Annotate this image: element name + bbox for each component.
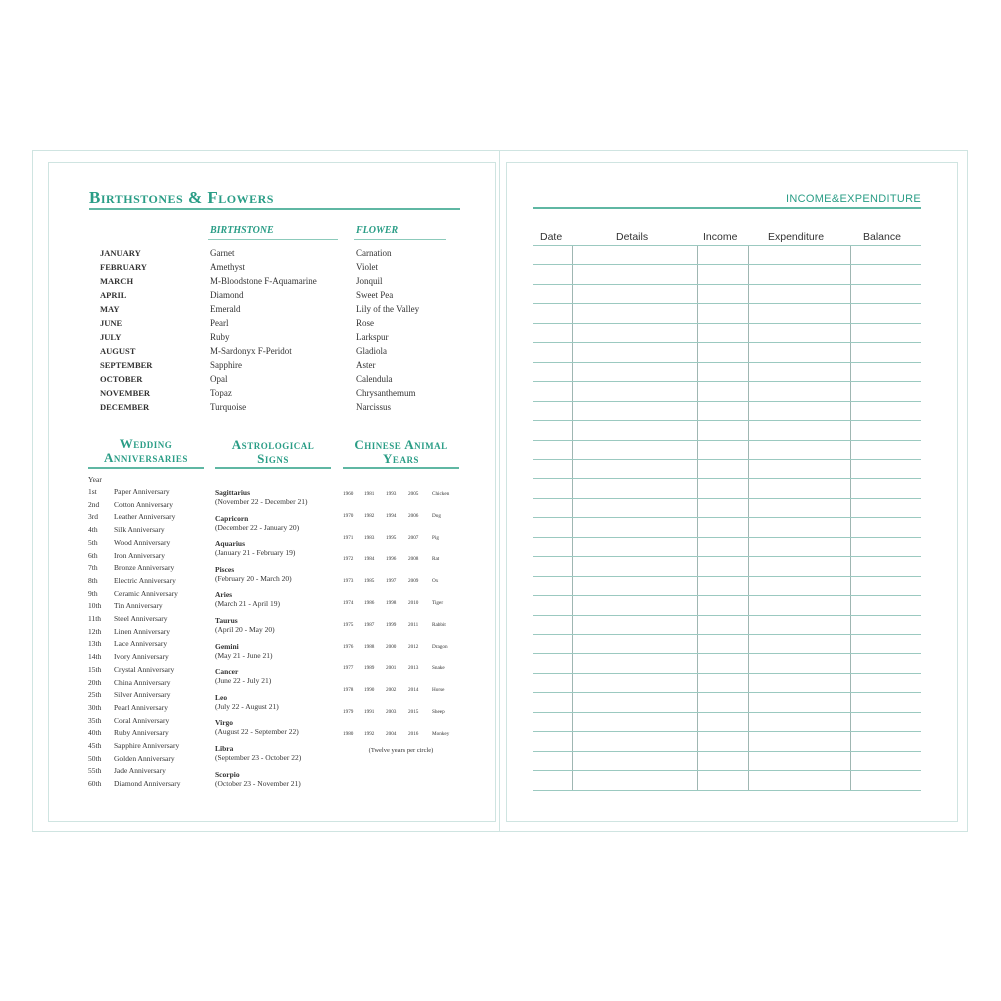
birthstone-name: M-Sardonyx F-Peridot	[210, 346, 292, 356]
zodiac-sign-dates: (June 22 - July 21)	[215, 676, 272, 686]
ledger-row-line	[533, 517, 921, 518]
month-name: MAY	[100, 304, 120, 314]
anniversary-name: Leather Anniversary	[114, 512, 176, 522]
birthstone-name: Topaz	[210, 388, 232, 398]
animal-year: 1984	[364, 556, 375, 563]
ledger-column-header: Expenditure	[768, 231, 825, 243]
zodiac-sign-dates: (November 22 - December 21)	[215, 497, 308, 506]
zodiac-sign	[215, 642, 333, 660]
animal-name: Snake	[432, 665, 445, 672]
wedding-title-line2: Anniversaries	[104, 450, 188, 465]
income-expenditure-rule	[533, 207, 921, 209]
ledger-row-line	[533, 362, 921, 363]
ledger-row-line	[533, 751, 921, 752]
birthstone-row	[100, 372, 460, 386]
flower-name: Larkspur	[356, 332, 389, 342]
ledger-row-line	[533, 440, 921, 441]
animal-year: 1979	[343, 709, 354, 715]
ledger-row-line	[533, 303, 921, 304]
anniversary-name: Paper Anniversary	[114, 487, 170, 496]
ledger-row-line	[533, 264, 921, 265]
ledger-row-line	[533, 342, 921, 343]
zodiac-sign	[215, 488, 333, 506]
ledger-row-line	[533, 420, 921, 421]
zodiac-sign	[215, 514, 333, 532]
anniversary-year: 55th	[88, 766, 102, 776]
ledger-row-line	[533, 284, 921, 285]
animal-year: 1971	[343, 534, 354, 541]
ledger-row-line	[533, 556, 921, 557]
birthstone-row	[100, 386, 460, 400]
flower-name: Rose	[356, 318, 374, 328]
chinese-year-row	[343, 598, 459, 608]
animal-year: 2005	[408, 491, 419, 497]
animal-year: 2007	[408, 534, 419, 541]
anniversary-name: Silver Anniversary	[114, 690, 171, 700]
animal-year: 1972	[343, 556, 354, 563]
ledger-row-line	[533, 595, 921, 596]
birthstone-name: Sapphire	[210, 360, 242, 370]
month-name: FEBRUARY	[100, 262, 147, 272]
chinese-year-row	[343, 642, 459, 652]
anniversary-year: 7th	[88, 563, 98, 573]
ledger-column-header: Details	[616, 231, 649, 243]
animal-year: 1975	[343, 621, 354, 628]
anniversary-year: 45th	[88, 741, 102, 750]
chinese-year-row	[343, 511, 459, 521]
anniversary-row	[88, 740, 208, 753]
animal-year: 1980	[343, 730, 354, 737]
zodiac-sign-name: Sagittarius	[215, 488, 251, 497]
anniversary-row	[88, 689, 208, 702]
chinese-year-row	[343, 489, 459, 499]
animal-name: Pig	[432, 534, 439, 541]
birthstone-name: M-Bloodstone F-Aquamarine	[210, 276, 317, 286]
anniversary-row	[88, 588, 208, 601]
birthstones-title-rule	[89, 208, 460, 210]
income-expenditure-title: INCOME&EXPENDITURE	[786, 193, 921, 205]
month-name: DECEMBER	[100, 402, 150, 412]
anniversary-row	[88, 511, 208, 524]
animal-name: Rabbit	[432, 621, 446, 628]
anniversary-row	[88, 778, 208, 791]
anniversary-row	[88, 664, 208, 677]
birthstone-header-rule	[208, 239, 338, 240]
anniversary-name: Ivory Anniversary	[114, 652, 169, 662]
anniversary-name: Lace Anniversary	[114, 639, 168, 649]
astrology-title-line2: Signs	[257, 451, 289, 466]
anniversary-row	[88, 765, 208, 778]
animal-year: 2006	[408, 512, 419, 519]
zodiac-sign-name: Taurus	[215, 616, 238, 625]
anniversary-year: 8th	[88, 575, 98, 585]
anniversary-year: 12th	[88, 626, 102, 636]
anniversary-name: Bronze Anniversary	[114, 563, 175, 573]
anniversary-year: 6th	[88, 550, 98, 560]
anniversary-year: 5th	[88, 537, 98, 547]
zodiac-sign-name: Libra	[215, 744, 234, 753]
ledger-column-header: Date	[540, 231, 563, 243]
anniversary-year: 35th	[88, 715, 102, 725]
anniversary-row	[88, 575, 208, 588]
animal-year: 1992	[364, 730, 375, 737]
flower-header-rule	[354, 239, 446, 240]
zodiac-sign-dates: (October 23 - November 21)	[215, 778, 301, 788]
zodiac-sign	[215, 590, 333, 608]
animal-year: 1978	[343, 687, 354, 694]
zodiac-sign-name: Pisces	[215, 564, 235, 574]
animal-year: 1970	[343, 512, 354, 519]
animal-year: 2000	[386, 643, 397, 650]
birthstone-name: Pearl	[210, 318, 229, 328]
animal-name: Horse	[432, 687, 445, 694]
animal-year: 1999	[386, 621, 397, 628]
flower-name: Narcissus	[356, 402, 391, 412]
wedding-title-line1: Wedding	[119, 436, 173, 451]
animal-year: 1982	[364, 512, 375, 519]
zodiac-sign-name: Capricorn	[215, 513, 249, 523]
animal-year: 1995	[386, 534, 397, 541]
birthstone-row	[100, 316, 460, 330]
zodiac-sign-dates: (August 22 - September 22)	[215, 727, 299, 737]
anniversary-year: 20th	[88, 677, 102, 687]
animal-year: 1990	[364, 687, 375, 694]
birthstone-row	[100, 302, 460, 316]
animal-name: Chicken	[432, 491, 450, 497]
anniversary-year: 3rd	[88, 512, 98, 522]
anniversary-name: Silk Anniversary	[114, 525, 165, 535]
zodiac-sign	[215, 744, 333, 762]
ledger-row-line	[533, 790, 921, 791]
birthstone-row	[100, 260, 460, 274]
zodiac-sign	[215, 565, 333, 583]
anniversary-name: Wood Anniversary	[114, 537, 171, 547]
ledger-row-line	[533, 245, 921, 246]
animal-year: 1988	[364, 643, 375, 650]
birthstone-row	[100, 400, 460, 414]
animal-year: 1981	[364, 491, 375, 497]
ledger-row-line	[533, 692, 921, 693]
zodiac-sign-dates: (January 21 - February 19)	[215, 548, 296, 558]
anniversary-row	[88, 727, 208, 740]
anniversary-year: 60th	[88, 779, 102, 789]
ledger-row-line	[533, 673, 921, 674]
birthstone-name: Diamond	[210, 290, 244, 300]
zodiac-sign-name: Aquarius	[215, 539, 246, 549]
astrology-title-rule	[215, 467, 331, 469]
ledger-row-line	[533, 653, 921, 654]
ledger-row-line	[533, 537, 921, 538]
ledger-row-line	[533, 712, 921, 713]
animal-name: Dragon	[432, 643, 448, 650]
month-name: JUNE	[100, 318, 123, 328]
zodiac-sign	[215, 667, 333, 685]
zodiac-sign-name: Scorpio	[215, 769, 240, 779]
flower-name: Aster	[356, 360, 376, 370]
zodiac-sign-dates: (September 23 - October 22)	[215, 753, 302, 762]
zodiac-sign	[215, 539, 333, 557]
flower-name: Calendula	[356, 374, 393, 384]
zodiac-sign-name: Gemini	[215, 641, 239, 651]
animal-year: 2009	[408, 578, 419, 585]
animal-year: 2002	[386, 687, 397, 694]
chinese-cycle-note: (Twelve years per circle)	[368, 747, 434, 754]
animal-year: 1997	[386, 578, 397, 585]
animal-year: 2011	[408, 621, 419, 628]
animal-name: Rat	[432, 556, 440, 563]
anniversary-name: Sapphire Anniversary	[114, 741, 180, 750]
animal-year: 1991	[364, 709, 375, 715]
flower-name: Chrysanthemum	[356, 388, 416, 398]
zodiac-sign-name: Aries	[215, 590, 233, 600]
flower-name: Lily of the Valley	[356, 304, 420, 314]
right-page-frame	[506, 162, 958, 822]
anniversary-row	[88, 499, 208, 512]
chinese-title-line1: Chinese Animal	[354, 437, 448, 452]
month-name: NOVEMBER	[100, 388, 151, 398]
animal-year: 1974	[343, 600, 354, 606]
chinese-year-row	[343, 576, 459, 586]
chinese-title-rule	[343, 467, 459, 469]
anniversary-name: Ceramic Anniversary	[114, 588, 178, 598]
month-name: AUGUST	[100, 346, 136, 356]
month-name: OCTOBER	[100, 374, 143, 384]
ledger-row-line	[533, 478, 921, 479]
ledger-column-header: Income	[703, 231, 738, 243]
ledger-row-line	[533, 615, 921, 616]
animal-year: 2012	[408, 643, 419, 650]
birthstone-row	[100, 330, 460, 344]
zodiac-sign-dates: (May 21 - June 21)	[215, 650, 273, 660]
anniversary-row	[88, 702, 208, 715]
birthstone-row	[100, 246, 460, 260]
anniversary-year: 40th	[88, 728, 102, 738]
anniversary-year: 15th	[88, 664, 102, 674]
chinese-year-row	[343, 620, 459, 630]
birthstone-name: Amethyst	[210, 262, 245, 272]
astrology-title-line1: Astrological	[231, 437, 315, 452]
month-name: APRIL	[100, 290, 127, 300]
ledger-row-line	[533, 323, 921, 324]
anniversary-year: 25th	[88, 690, 102, 700]
chinese-year-row	[343, 685, 459, 695]
anniversary-name: Electric Anniversary	[114, 575, 176, 585]
ledger-row-line	[533, 770, 921, 771]
ledger-row-line	[533, 731, 921, 732]
anniversary-year: 50th	[88, 753, 102, 763]
birthstones-title: Birthstones & Flowers	[89, 188, 274, 207]
animal-year: 2015	[408, 709, 419, 715]
anniversary-name: Diamond Anniversary	[114, 779, 181, 789]
anniversary-name: Coral Anniversary	[114, 715, 170, 725]
animal-year: 2001	[386, 665, 397, 672]
chinese-year-row	[343, 554, 459, 564]
animal-year: 1985	[364, 578, 375, 585]
animal-year: 2010	[408, 600, 419, 606]
birthstone-row	[100, 358, 460, 372]
animal-year: 1977	[343, 665, 354, 672]
wedding-year-label: Year	[88, 475, 102, 484]
anniversary-name: Pearl Anniversary	[114, 702, 168, 712]
anniversary-year: 10th	[88, 601, 102, 611]
anniversary-name: Cotton Anniversary	[114, 499, 173, 509]
chinese-year-row	[343, 729, 459, 739]
chinese-year-row	[343, 707, 459, 717]
animal-year: 1998	[386, 600, 397, 606]
anniversary-row	[88, 550, 208, 563]
anniversary-row	[88, 651, 208, 664]
flower-column-header: FLOWER	[356, 225, 399, 236]
anniversary-row	[88, 613, 208, 626]
animal-year: 2003	[386, 709, 397, 715]
birthstone-name: Garnet	[210, 248, 235, 258]
anniversary-row	[88, 638, 208, 651]
zodiac-sign-name: Virgo	[215, 718, 234, 728]
anniversary-year: 14th	[88, 652, 102, 662]
animal-year: 1994	[386, 512, 397, 519]
animal-year: 1976	[343, 643, 354, 650]
month-name: SEPTEMBER	[100, 360, 153, 370]
anniversary-year: 13th	[88, 639, 102, 649]
ledger-row-line	[533, 634, 921, 635]
ledger-column-header: Balance	[863, 231, 901, 243]
anniversary-row	[88, 486, 208, 499]
animal-year: 2016	[408, 730, 419, 737]
birthstone-row	[100, 274, 460, 288]
zodiac-sign	[215, 770, 333, 788]
month-name: JANUARY	[100, 248, 141, 258]
anniversary-name: Jade Anniversary	[114, 766, 166, 776]
month-name: MARCH	[100, 276, 134, 286]
anniversary-year: 30th	[88, 702, 102, 712]
birthstone-name: Opal	[210, 374, 228, 384]
flower-name: Violet	[356, 262, 378, 272]
page-gutter	[499, 150, 500, 832]
zodiac-sign-dates: (July 22 - August 21)	[215, 701, 279, 711]
anniversary-row	[88, 626, 208, 639]
anniversary-row	[88, 753, 208, 766]
birthstone-column-header: BIRTHSTONE	[210, 225, 274, 236]
anniversary-row	[88, 715, 208, 728]
ledger-row-line	[533, 401, 921, 402]
ledger-row-line	[533, 576, 921, 577]
ledger-row-line	[533, 381, 921, 382]
birthstone-name: Ruby	[210, 332, 230, 342]
wedding-title-rule	[88, 467, 204, 469]
chinese-year-row	[343, 663, 459, 673]
anniversary-year: 9th	[88, 588, 98, 598]
ledger-row-line	[533, 498, 921, 499]
anniversary-year: 2nd	[88, 499, 100, 509]
zodiac-sign-name: Leo	[215, 692, 228, 702]
animal-name: Ox	[432, 578, 439, 585]
anniversary-name: Crystal Anniversary	[114, 664, 175, 674]
anniversary-name: Linen Anniversary	[114, 626, 171, 636]
animal-year: 1989	[364, 665, 375, 672]
flower-name: Jonquil	[356, 276, 383, 286]
chinese-title-line2: Years	[383, 451, 419, 466]
zodiac-sign-dates: (April 20 - May 20)	[215, 625, 275, 634]
animal-name: Dog	[432, 512, 441, 519]
anniversary-name: Golden Anniversary	[114, 753, 175, 763]
animal-name: Monkey	[432, 730, 450, 737]
zodiac-sign-dates: (March 21 - April 19)	[215, 599, 280, 609]
anniversary-name: Tin Anniversary	[114, 601, 163, 611]
animal-year: 2013	[408, 665, 419, 672]
animal-name: Sheep	[432, 709, 445, 715]
anniversary-year: 4th	[88, 525, 98, 535]
anniversary-name: Iron Anniversary	[114, 550, 166, 560]
anniversary-year: 11th	[88, 614, 102, 623]
birthstone-row	[100, 288, 460, 302]
zodiac-sign-dates: (February 20 - March 20)	[215, 573, 292, 583]
anniversary-name: China Anniversary	[114, 677, 171, 687]
zodiac-sign	[215, 693, 333, 711]
anniversary-row	[88, 524, 208, 537]
anniversary-row	[88, 537, 208, 550]
flower-name: Carnation	[356, 248, 392, 258]
zodiac-sign	[215, 718, 333, 736]
anniversary-row	[88, 562, 208, 575]
anniversary-row	[88, 677, 208, 690]
anniversary-name: Steel Anniversary	[114, 614, 168, 623]
anniversary-name: Ruby Anniversary	[114, 728, 169, 738]
animal-year: 2008	[408, 556, 419, 563]
animal-year: 1987	[364, 621, 375, 628]
anniversary-year: 1st	[88, 487, 97, 496]
animal-year: 1986	[364, 600, 375, 606]
ledger-row-line	[533, 459, 921, 460]
anniversary-row	[88, 600, 208, 613]
animal-year: 2004	[386, 730, 397, 737]
animal-year: 2014	[408, 687, 419, 694]
chinese-year-row	[343, 533, 459, 543]
zodiac-sign-name: Cancer	[215, 667, 239, 677]
animal-name: Tiger	[432, 600, 444, 606]
animal-year: 1960	[343, 491, 354, 497]
animal-year: 1996	[386, 556, 397, 563]
animal-year: 1973	[343, 578, 354, 585]
birthstone-name: Turquoise	[210, 402, 247, 412]
animal-year: 1993	[386, 491, 397, 497]
birthstone-name: Emerald	[210, 304, 241, 314]
birthstone-row	[100, 344, 460, 358]
zodiac-sign-dates: (December 22 - January 20)	[215, 522, 300, 532]
month-name: JULY	[100, 332, 122, 342]
zodiac-sign	[215, 616, 333, 634]
flower-name: Sweet Pea	[356, 290, 394, 300]
flower-name: Gladiola	[356, 346, 387, 356]
animal-year: 1983	[364, 534, 375, 541]
